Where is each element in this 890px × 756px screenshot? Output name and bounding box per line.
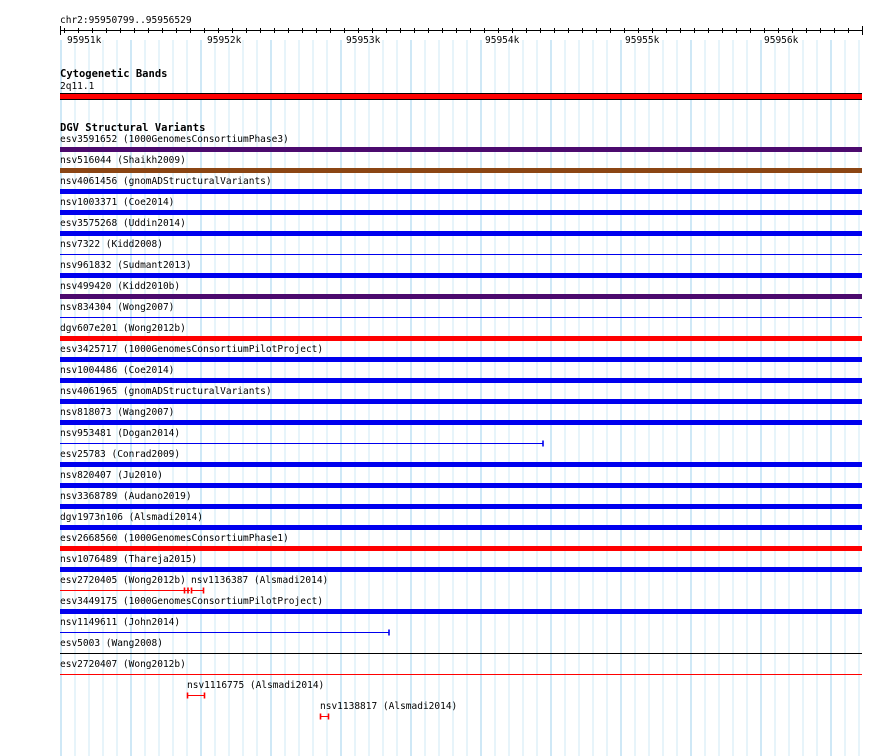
variant-label[interactable]: esv3591652 (1000GenomesConsortiumPhase3) (60, 134, 289, 145)
variant-label[interactable]: nsv4061456 (gnomADStructuralVariants) (60, 176, 272, 187)
variant-feature[interactable] (60, 378, 862, 383)
variant-label[interactable]: dgv1973n106 (Alsmadi2014) (60, 512, 203, 523)
variant-label[interactable]: esv2720407 (Wong2012b) (60, 659, 186, 670)
variant-label[interactable]: nsv953481 (Dogan2014) (60, 428, 181, 439)
variant-label[interactable]: esv25783 (Conrad2009) (60, 449, 181, 460)
variant-feature[interactable] (60, 462, 862, 467)
variant-feature[interactable] (60, 336, 862, 341)
variant-feature[interactable] (60, 147, 862, 152)
variant-label[interactable]: esv3425717 (1000GenomesConsortiumPilotProject) (60, 344, 324, 355)
variant-label[interactable]: esv2668560 (1000GenomesConsortiumPhase1) (60, 533, 289, 544)
ruler-tick-label: 95953k (346, 35, 381, 46)
cytoband-label: 2q11.1 (60, 81, 95, 92)
variant-label[interactable]: nsv1138817 (Alsmadi2014) (320, 701, 458, 712)
variant-label[interactable]: nsv1004486 (Coe2014) (60, 365, 175, 376)
variant-feature[interactable] (60, 483, 862, 488)
variant-feature[interactable] (60, 168, 862, 173)
variant-label[interactable]: nsv1149611 (John2014) (60, 617, 181, 628)
variant-label[interactable]: nsv1076489 (Thareja2015) (60, 554, 198, 565)
variant-feature[interactable] (59, 440, 545, 448)
ruler-tick-label: 95956k (764, 35, 799, 46)
variant-feature[interactable] (60, 231, 862, 236)
variant-feature[interactable] (60, 189, 862, 194)
variant-label[interactable]: nsv1116775 (Alsmadi2014) (187, 680, 325, 691)
variant-feature[interactable] (60, 273, 862, 278)
variant-label[interactable]: nsv820407 (Ju2010) (60, 470, 163, 481)
variant-label[interactable]: dgv607e201 (Wong2012b) (60, 323, 186, 334)
variant-feature[interactable] (60, 254, 862, 255)
ruler-tick-label: 95952k (207, 35, 242, 46)
variant-label[interactable]: esv3449175 (1000GenomesConsortiumPilotProject) (60, 596, 324, 607)
variant-feature[interactable] (60, 317, 862, 318)
variant-label[interactable]: nsv961832 (Sudmant2013) (60, 260, 192, 271)
variant-feature[interactable] (59, 629, 391, 637)
variant-feature[interactable] (60, 567, 862, 572)
variant-feature[interactable] (60, 525, 862, 530)
variant-label[interactable]: esv5003 (Wang2008) (60, 638, 163, 649)
variant-feature[interactable] (60, 294, 862, 299)
variant-feature[interactable] (190, 587, 206, 595)
location-label: chr2:95950799..95956529 (60, 15, 192, 26)
variant-feature[interactable] (60, 674, 862, 675)
variant-feature[interactable] (60, 420, 862, 425)
variant-label[interactable]: nsv834304 (Wong2007) (60, 302, 175, 313)
variant-feature[interactable] (59, 587, 192, 595)
variant-label[interactable]: nsv4061965 (gnomADStructuralVariants) (60, 386, 272, 397)
variant-feature[interactable] (60, 357, 862, 362)
cytoband-bar[interactable] (60, 93, 862, 100)
variant-feature[interactable] (60, 504, 862, 509)
variant-label[interactable]: nsv499420 (Kidd2010b) (60, 281, 181, 292)
variant-feature[interactable] (60, 546, 862, 551)
variant-label[interactable]: nsv1136387 (Alsmadi2014) (191, 575, 329, 586)
variant-label[interactable]: nsv818073 (Wang2007) (60, 407, 175, 418)
dgv-track-title: DGV Structural Variants (60, 122, 206, 134)
variant-feature[interactable] (60, 399, 862, 404)
variant-feature[interactable] (319, 713, 331, 721)
ruler-tick-label: 95951k (67, 35, 102, 46)
variant-label[interactable]: nsv1003371 (Coe2014) (60, 197, 175, 208)
variant-feature[interactable] (60, 210, 862, 215)
variant-label[interactable]: nsv516044 (Shaikh2009) (60, 155, 186, 166)
ruler-tick-label: 95955k (625, 35, 660, 46)
variant-label[interactable]: nsv7322 (Kidd2008) (60, 239, 163, 250)
variant-label[interactable]: esv2720405 (Wong2012b) (60, 575, 186, 586)
variant-feature[interactable] (60, 609, 862, 614)
cytoband-track-title: Cytogenetic Bands (60, 68, 168, 80)
variant-feature[interactable] (186, 692, 207, 700)
ruler-axis[interactable] (0, 0, 890, 50)
ruler-tick-label: 95954k (485, 35, 520, 46)
variant-feature[interactable] (60, 653, 862, 654)
variant-label[interactable]: esv3575268 (Uddin2014) (60, 218, 186, 229)
variant-label[interactable]: nsv3368789 (Audano2019) (60, 491, 192, 502)
